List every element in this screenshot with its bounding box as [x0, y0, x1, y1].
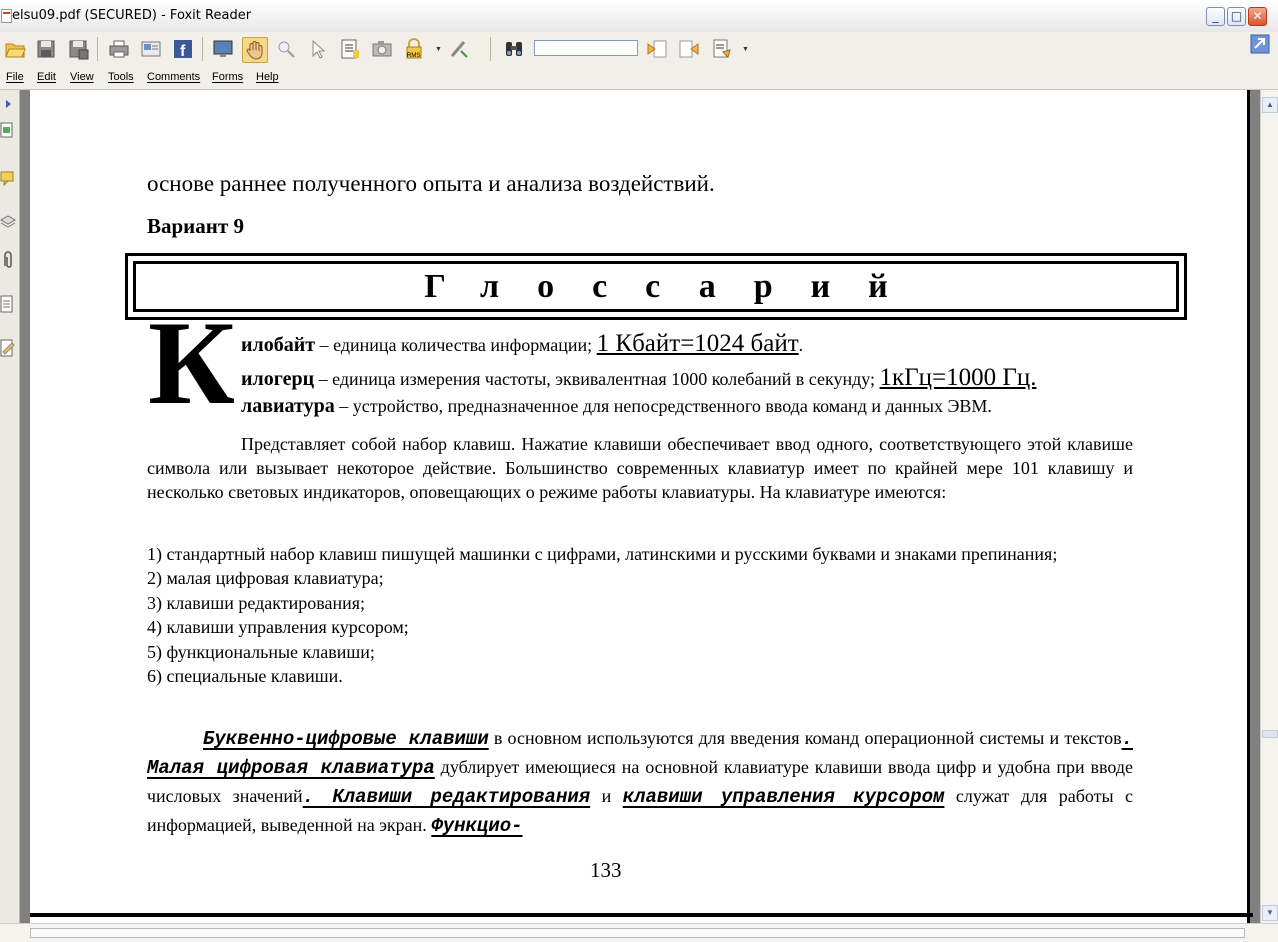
expand-arrow-icon[interactable]	[0, 94, 17, 114]
find-input[interactable]	[534, 40, 638, 56]
main-toolbar	[0, 32, 1278, 66]
scroll-up-icon[interactable]: ▲	[1262, 97, 1278, 113]
chevron-down-icon[interactable]: ▼	[742, 46, 749, 53]
glossary-title-box	[125, 253, 1187, 320]
print-icon[interactable]	[107, 37, 131, 61]
layers-icon[interactable]	[0, 210, 17, 230]
rms-lock-icon[interactable]	[402, 37, 426, 61]
navigation-sidebar	[0, 90, 20, 942]
menu-edit[interactable]: Edit	[37, 71, 56, 83]
minimize-button[interactable]: _	[1206, 7, 1225, 26]
title-bar	[0, 0, 1278, 33]
glossary-entry: лавиатура – устройство, предназначенное для непосредственного ввода команд и данных ЭВМ.	[241, 395, 992, 417]
find-previous-icon[interactable]	[645, 37, 669, 61]
window-title: elsu09.pdf (SECURED) - Foxit Reader	[12, 8, 252, 23]
svg-text:RMS: RMS	[407, 53, 421, 59]
menu-bar	[0, 66, 1278, 90]
menu-tools[interactable]: Tools	[108, 71, 134, 83]
glossary-title: Глоссарий	[133, 261, 1179, 312]
pdf-file-icon	[1, 9, 12, 23]
select-arrow-icon[interactable]	[306, 37, 330, 61]
keyboard-paragraph: Представляет собой набор клавиш. Нажатие клавиши обеспечивает ввод одного, соответствующего этой клавише символа или вызывает некоторое действие. Большинство современных клавиатур имеет по крайней мере 101 клавишу и несколько световых индикаторов, оповещающих о режиме работы клавиатуры. На клавиатуре имеются:	[147, 434, 1133, 502]
find-binoculars-icon[interactable]	[502, 37, 526, 61]
menu-help[interactable]: Help	[256, 71, 279, 83]
chevron-down-icon[interactable]: ▼	[435, 46, 442, 53]
facebook-icon[interactable]	[171, 37, 195, 61]
svg-text:f: f	[180, 43, 186, 60]
glossary-entry: илогерц – единица измерения частоты, эквивалентная 1000 колебаний в секунду; 1кГц=1000 Гц.	[241, 364, 1037, 391]
restore-toolbar-icon[interactable]	[1248, 32, 1272, 56]
page-number: 133	[590, 858, 622, 882]
menu-forms[interactable]: Forms	[212, 71, 244, 83]
scroll-down-icon[interactable]: ▼	[1262, 905, 1278, 921]
horizontal-scroll-thumb[interactable]	[30, 928, 1245, 938]
vertical-scrollbar[interactable]	[1260, 90, 1278, 923]
drop-cap-letter: К	[148, 296, 236, 429]
document-view[interactable]	[20, 90, 1260, 923]
keys-paragraph: Буквенно-цифровые клавиши в основном используются для введения команд операционной системы и текстов. Малая цифровая клавиатура дублирует имеющиеся на основной клавиатуре клавиши ввода цифр и удобна при вводе числовых значений. Клавиши редактирования и клавиши управления курсором служат для работы с информацией, выведенной на экран. Функцио-	[147, 728, 1134, 837]
save-as-icon[interactable]	[66, 37, 90, 61]
signature-icon[interactable]	[0, 338, 17, 358]
fullscreen-icon[interactable]	[211, 37, 235, 61]
list-item: 4) клавиши управления курсором;	[147, 617, 409, 638]
list-item: 2) малая цифровая клавиатура;	[147, 568, 384, 589]
list-item: 3) клавиши редактирования;	[147, 592, 366, 613]
close-button[interactable]: ✕	[1248, 7, 1267, 26]
variant-heading: Вариант 9	[147, 214, 244, 238]
highlight-icon[interactable]	[710, 37, 734, 61]
find-next-icon[interactable]	[677, 37, 701, 61]
save-icon[interactable]	[34, 37, 58, 61]
zoom-tool-icon[interactable]	[274, 37, 298, 61]
email-icon[interactable]	[139, 37, 163, 61]
menu-view[interactable]: View	[70, 71, 94, 83]
snapshot-icon[interactable]	[370, 37, 394, 61]
comments-icon[interactable]	[0, 168, 17, 188]
glossary-entry: илобайт – единица количества информации; 1 Кбайт=1024 байт.	[241, 330, 804, 357]
menu-comments[interactable]: Comments	[147, 71, 201, 83]
pages-icon[interactable]	[0, 120, 17, 140]
horizontal-scrollbar[interactable]	[0, 923, 1278, 942]
attachments-icon[interactable]	[0, 250, 17, 270]
hand-tool-icon[interactable]	[242, 37, 268, 63]
list-item: 6) специальные клавиши.	[147, 666, 343, 687]
page-edge	[30, 913, 1253, 917]
list-item: 5) функциональные клавиши;	[147, 641, 375, 662]
text-select-icon[interactable]	[338, 37, 362, 61]
document-icon[interactable]	[0, 294, 17, 314]
page-top-line: основе раннее полученного опыта и анализа воздействий.	[147, 171, 715, 196]
menu-file[interactable]: File	[6, 71, 24, 83]
open-folder-icon[interactable]	[3, 37, 27, 61]
keyboard-list	[147, 542, 1133, 688]
pdf-page	[30, 90, 1250, 923]
list-item: 1) стандартный набор клавиш пишущей машинки с цифрами, латинскими и русскими буквами и знаками препинания;	[147, 544, 1058, 564]
scroll-thumb[interactable]	[1262, 730, 1278, 738]
typewriter-icon[interactable]	[447, 37, 471, 61]
maximize-button[interactable]: □	[1227, 7, 1246, 26]
